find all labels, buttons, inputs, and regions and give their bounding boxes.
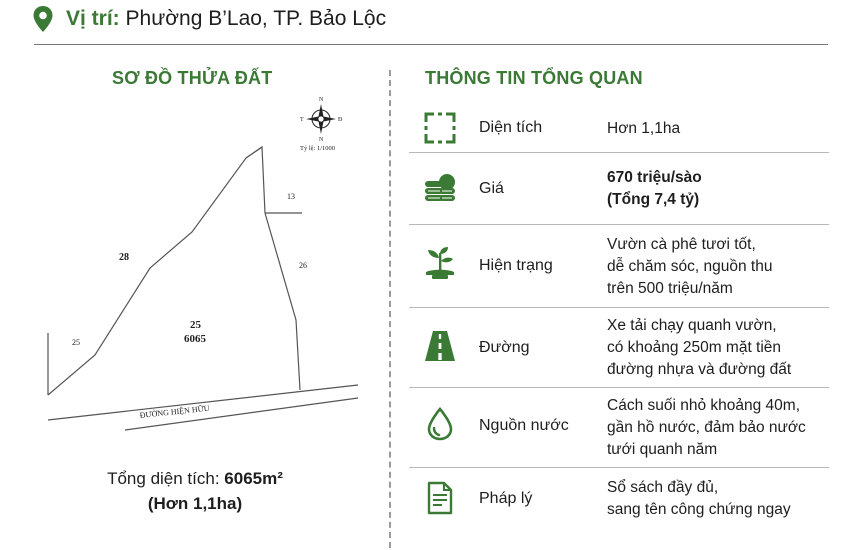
total-area-note: (Hơn 1,1ha): [147, 494, 243, 513]
total-area-value: 6065m²: [224, 469, 283, 488]
info-label: Diện tích: [479, 119, 543, 136]
info-value: Xe tải chạy quanh vườn, có khoảng 250m mặt tiền đường nhựa và đường đất: [607, 317, 792, 378]
parcel-area: 6065: [184, 333, 206, 345]
column-divider: [389, 70, 391, 548]
info-label: Giá: [479, 180, 504, 197]
info-value: Vườn cà phê tươi tốt, dễ chăm sóc, nguồn thu trên 500 triệu/năm: [607, 236, 773, 297]
info-value: Hơn 1,1ha: [607, 120, 681, 137]
neighbor-label-right: 26: [299, 261, 307, 270]
scale-label: Tỷ lệ: 1/1000: [300, 145, 336, 152]
land-plot-diagram: [0, 90, 388, 450]
compass-icon: [300, 97, 343, 143]
total-area: [60, 466, 330, 516]
info-row-road: [409, 307, 829, 388]
neighbor-label-lower-left: 25: [72, 338, 80, 347]
compass-d: Đ: [338, 117, 343, 123]
plot-boundary: [48, 147, 300, 395]
coins-icon: [423, 171, 457, 205]
road-icon: [423, 329, 457, 363]
compass-t: T: [300, 117, 304, 123]
location-text: [66, 7, 386, 31]
road-label: ĐƯỜNG HIỆN HỮU: [139, 403, 211, 420]
road-edge-upper: [48, 385, 358, 420]
location-header: [32, 0, 832, 38]
area-icon: [423, 111, 457, 145]
water-drop-icon: [423, 407, 457, 441]
info-label: Đường: [479, 339, 530, 356]
info-label: Nguồn nước: [479, 417, 569, 434]
plant-icon: [423, 246, 457, 280]
document-icon: [423, 481, 457, 515]
total-area-prefix: Tổng diện tích:: [107, 469, 225, 488]
plot-inner-line: [246, 147, 262, 158]
info-value: Cách suối nhỏ khoảng 40m, gần hồ nước, đảm bảo nước tưới quanh năm: [607, 397, 806, 458]
info-row-area: [409, 104, 829, 153]
info-row-price: [409, 152, 829, 225]
location-label: Vị trí:: [66, 7, 120, 30]
header-divider: [34, 44, 828, 45]
parcel-number: 25: [190, 319, 201, 331]
plot-section-title: SƠ ĐỒ THỬA ĐẤT: [112, 68, 273, 88]
compass-s: N: [319, 137, 324, 143]
info-label: Pháp lý: [479, 490, 533, 507]
neighbor-label-upper-left: 28: [119, 252, 129, 263]
overview-section-title: THÔNG TIN TỔNG QUAN: [425, 68, 643, 88]
neighbor-label-top: 13: [287, 192, 295, 201]
info-row-legal: [409, 467, 829, 535]
compass-n: N: [319, 97, 324, 103]
info-value: 670 triệu/sào (Tổng 7,4 tỷ): [607, 169, 702, 208]
location-pin-icon: [32, 5, 54, 33]
info-value: Sổ sách đầy đủ, sang tên công chứng ngay: [607, 479, 791, 518]
info-label: Hiện trạng: [479, 257, 553, 274]
info-row-status: [409, 224, 829, 308]
location-value: Phường B’Lao, TP. Bảo Lộc: [125, 7, 387, 30]
info-row-water: [409, 387, 829, 468]
